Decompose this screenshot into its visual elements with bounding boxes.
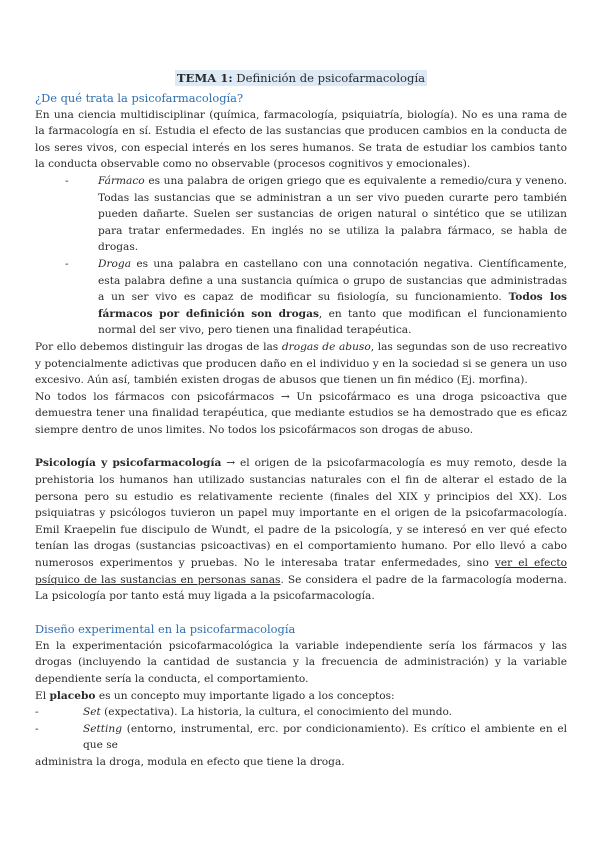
- text: . Se considera el padre de la farmacología moderna. La psicología por tanto está muy ligada a la psicofarmacología.: [35, 573, 567, 603]
- title-text: Definición de psicofarmacología: [232, 71, 426, 85]
- text: (expectativa). La historia, la cultura, el conocimiento del mundo.: [100, 706, 453, 719]
- psicologia-paragraph: [35, 455, 567, 604]
- text: (entorno, instrumental, erc. por condicionamiento). Es crítico el ambiente en el que se: [83, 722, 567, 752]
- text: es un concepto muy importante ligado a los conceptos:: [95, 689, 395, 702]
- text: Por ello debemos distinguir las drogas de las: [35, 340, 282, 353]
- term-setting: Setting: [83, 722, 123, 735]
- list-item-farmaco: [65, 173, 567, 256]
- droga-text-2: , en tanto que modifican el funcionamiento normal del ser vivo, pero tienen una finalidad terapéutica.: [98, 307, 567, 337]
- drogas-abuso-paragraph: [35, 339, 567, 389]
- title-label: TEMA 1:: [176, 71, 233, 85]
- bold-term: placebo: [49, 689, 96, 702]
- underlined-text: ver el efecto psíquico de las sustancias en personas sanas: [35, 557, 567, 586]
- list-item-droga: [65, 256, 567, 339]
- droga-bold: Todos los fármacos por definición son drogas: [98, 291, 567, 320]
- dash-bullet: -: [65, 174, 69, 187]
- text: , las segundas son de uso recreativo y potencialmente adictivas que producen daño en el individuo y en la sociedad si se genera un uso excesivo. Aún así, también existen drogas de abusos que tienen un fin médico (Ej. morfina).: [35, 340, 567, 387]
- text: → el origen de la psicofarmacología es muy remoto, desde la prehistoria los humanos han utilizado sustancias naturales con el fin de alterar el estado de la persona pero su estudio es relativamente reciente (finales del XIX y principios del XX). Los psiquiatras y psicólogos tuvieron un papel muy importante en el origen de la psicofarmacología. Emil Kraepelin fue discipulo de Wundt, el padre de la psicología, y se interesó en ver qué efecto tenían las drogas (sustancias psicoactivas) en el comportamiento humano. Por ello llevó a cabo numerosos experimentos y pruebas. No le interesaba tratar enfermedades, sino: [35, 457, 567, 570]
- term-set: Set: [83, 706, 101, 719]
- psicofarmacos-paragraph: No todos los fármacos con psicofármacos → Un psicofármaco es una droga psicoactiva que demuestra tener una finalidad terapéutica, que mediante estudios se ha demostrado que es eficaz siempre dentro de unos limites. No todos los psicofármacos son drogas de abuso.: [35, 390, 567, 436]
- term-farmaco: Fármaco: [98, 174, 145, 187]
- list-item-setting: [35, 721, 567, 754]
- setting-continuation: administra la droga, modula en efecto que tiene la droga.: [35, 755, 345, 768]
- dash-bullet: -: [65, 257, 69, 270]
- section-heading-que-trata: ¿De qué trata la psicofarmacología?: [35, 90, 244, 105]
- document-page: [35, 70, 567, 771]
- intro-paragraph: En una ciencia multidisciplinar (química, farmacología, psiquiatría, biología). No es una rama de la farmacología en sí. Estudia el efecto de las sustancias que producen cambios en la conducta de los seres vivos, con especial interés en los seres humanos. Se trata de estudiar los cambios tanto la conducta observable como no observable (procesos cognitivos y emocionales).: [35, 108, 567, 171]
- list-item-set: [35, 704, 567, 721]
- droga-text: es una palabra en castellano con una connotación negativa. Científicamente, esta palabra define a una sustancia química o grupo de sustancias que administradas a un ser vivo es capaz de modificar su fisiología, su funcionamiento.: [98, 257, 567, 304]
- italic-term: drogas de abuso: [281, 340, 371, 353]
- placebo-paragraph: [35, 688, 567, 705]
- term-droga: Droga: [98, 257, 132, 270]
- experimentacion-paragraph: En la experimentación psicofarmacológica la variable independiente sería los fármacos y las drogas (incluyendo la cantidad de sustancia y la frecuencia de administración) y la variable dependiente sería la conducta, el comportamiento.: [35, 639, 567, 685]
- bold-term: Psicología y psicofarmacología: [35, 457, 222, 470]
- section-heading-diseno: Diseño experimental en la psicofarmacología: [35, 621, 296, 636]
- text: El: [35, 689, 50, 702]
- farmaco-text: es una palabra de origen griego que es equivalente a remedio/cura y veneno. Todas las sustancias que se administran a un ser vivo pueden curarte pero también pueden dañarte. Suelen ser sustancias de origen natural o sintético que se utilizan para tratar enfermedades. En inglés no se utiliza la palabra fármaco, se habla de drogas.: [98, 174, 567, 254]
- dash-bullet: -: [35, 706, 39, 719]
- document-title: [35, 70, 567, 87]
- dash-bullet: -: [35, 722, 39, 735]
